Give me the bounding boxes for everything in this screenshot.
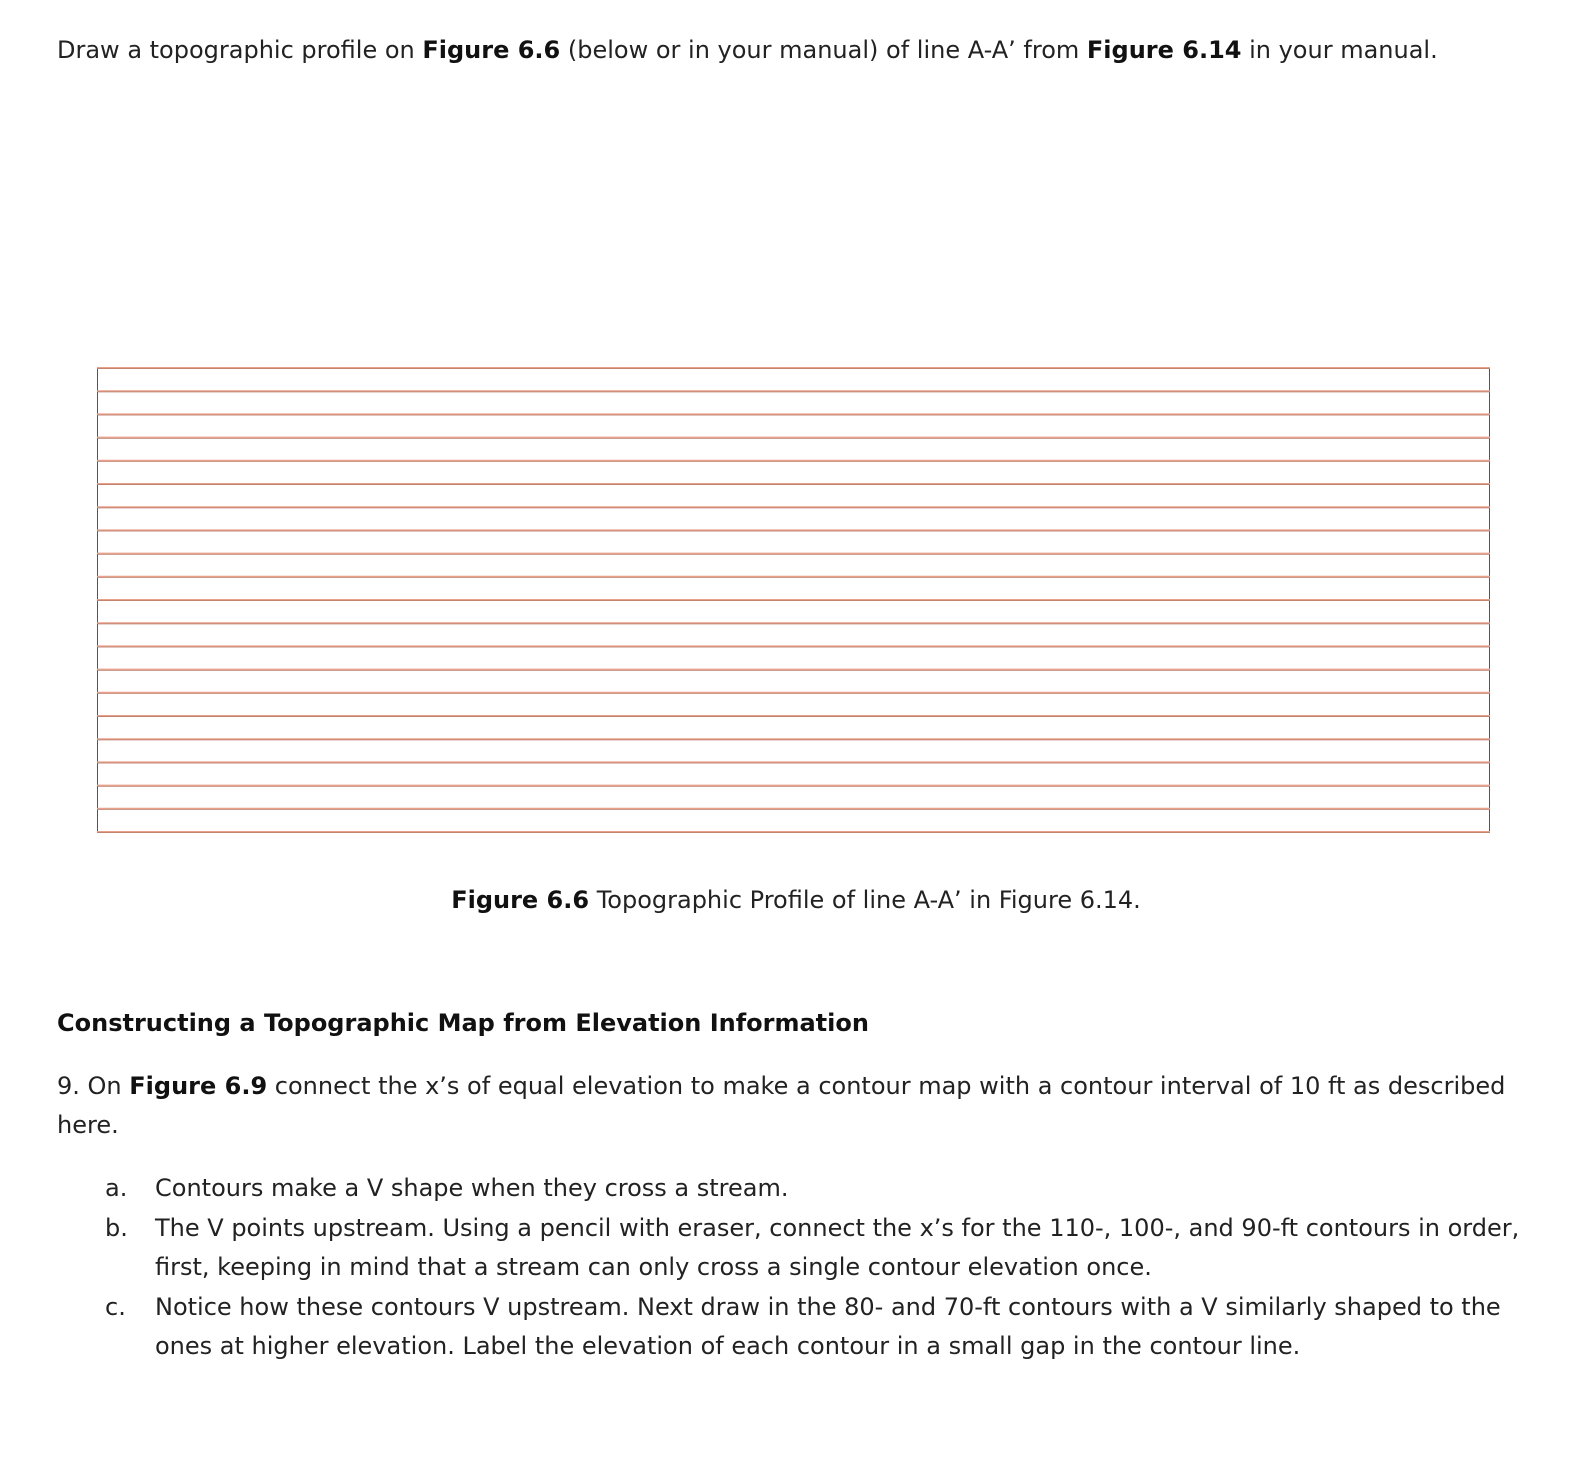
- question-text: connect the x’s of equal elevation to make a contour map with a contour interval of 10 ft as described here.: [57, 1072, 1506, 1139]
- step-marker: a.: [105, 1174, 128, 1202]
- instruction-steps: [105, 1169, 1545, 1367]
- intro-text-2: (below or in your manual) of line A-A’ from: [560, 36, 1087, 64]
- question-9: [57, 1067, 1527, 1145]
- step-c: [105, 1288, 1545, 1367]
- intro-text-3: in your manual.: [1241, 36, 1438, 64]
- step-a: [105, 1169, 1545, 1209]
- intro-figure-ref-1: Figure 6.6: [422, 36, 561, 64]
- step-b: [105, 1209, 1545, 1288]
- intro-figure-ref-2: Figure 6.14: [1086, 36, 1242, 64]
- step-marker: b.: [105, 1213, 128, 1242]
- caption-figure-label: Figure 6.6: [451, 886, 590, 914]
- question-figure-ref: Figure 6.9: [129, 1072, 268, 1100]
- figure-caption: [0, 883, 1582, 917]
- section-heading: Constructing a Topographic Map from Elevation Information: [57, 1009, 869, 1037]
- intro-instruction: [57, 33, 1537, 67]
- intro-text-1: Draw a topographic profile on: [57, 36, 423, 64]
- question-number: 9. On: [57, 1072, 130, 1100]
- step-marker: c.: [105, 1292, 126, 1321]
- step-text: Contours make a V shape when they cross a stream.: [155, 1174, 789, 1202]
- caption-text: Topographic Profile of line A-A’ in Figure 6.14.: [589, 886, 1141, 914]
- step-text: The V points upstream. Using a pencil with eraser, connect the x’s for the 110-, 100-, and 90-ft contours in order, first, keeping in mind that a stream can only cross a single contour elevation once.: [155, 1213, 1520, 1281]
- step-text: Notice how these contours V upstream. Next draw in the 80- and 70-ft contours with a V similarly shaped to the ones at higher elevation. Label the elevation of each contour in a small gap in the contour line.: [155, 1292, 1501, 1360]
- topographic-profile-grid[interactable]: [97, 362, 1490, 842]
